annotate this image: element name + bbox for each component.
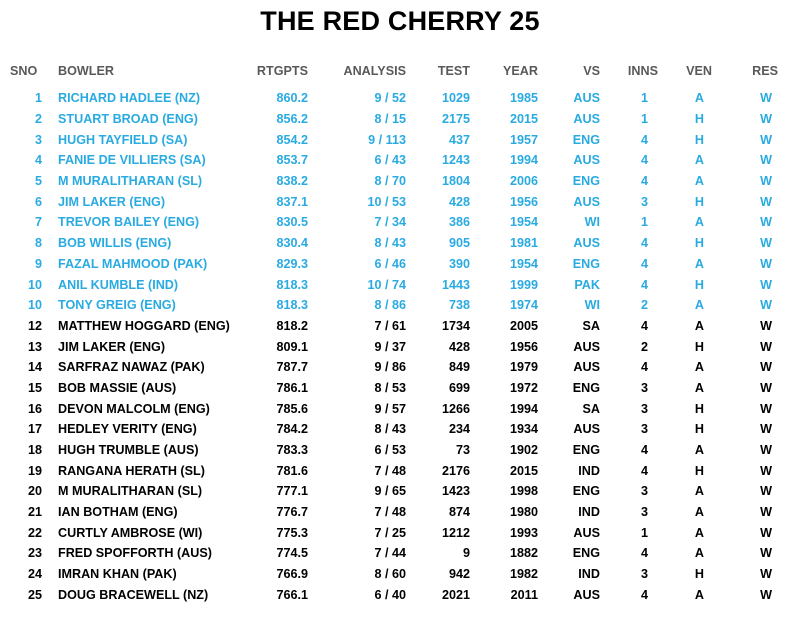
cell-inns: 4 bbox=[640, 132, 648, 147]
cell-vs: AUS bbox=[573, 587, 600, 602]
cell-year: 2015 bbox=[509, 112, 538, 127]
cell-sno: 18 bbox=[27, 443, 42, 458]
header-vs: VS bbox=[583, 64, 600, 78]
cell-ven: A bbox=[694, 443, 704, 458]
cell-inns: 4 bbox=[640, 587, 648, 602]
table-row bbox=[4, 274, 778, 295]
cell-ven: A bbox=[694, 546, 704, 561]
cell-rtgpts: 783.3 bbox=[276, 443, 308, 458]
cell-sno: 20 bbox=[27, 484, 42, 499]
cell-sno: 12 bbox=[27, 318, 42, 333]
cell-year: 1993 bbox=[509, 525, 538, 540]
cell-test: 1029 bbox=[441, 91, 470, 106]
cell-sno: 17 bbox=[27, 422, 42, 437]
cell-sno: 10 bbox=[27, 277, 42, 292]
cell-bowler: IMRAN KHAN (PAK) bbox=[58, 567, 177, 582]
cell-year: 1957 bbox=[509, 132, 538, 147]
cell-ven: H bbox=[694, 463, 704, 478]
cell-inns: 1 bbox=[640, 112, 648, 127]
cell-test: 1443 bbox=[441, 277, 470, 292]
cell-res: W bbox=[760, 587, 772, 602]
cell-rtgpts: 774.5 bbox=[276, 546, 308, 561]
table-row bbox=[4, 233, 778, 254]
cell-analysis: 9 / 86 bbox=[374, 360, 406, 375]
table-row bbox=[4, 336, 778, 357]
cell-analysis: 6 / 43 bbox=[374, 153, 406, 168]
cell-analysis: 8 / 53 bbox=[374, 380, 406, 395]
cell-sno: 13 bbox=[27, 339, 42, 354]
cell-ven: H bbox=[694, 339, 704, 354]
cell-rtgpts: 830.4 bbox=[276, 236, 308, 251]
table-row bbox=[4, 109, 778, 130]
cell-rtgpts: 786.1 bbox=[276, 380, 308, 395]
table-row bbox=[4, 585, 778, 606]
cell-analysis: 8 / 86 bbox=[374, 298, 406, 313]
cell-rtgpts: 766.9 bbox=[276, 567, 308, 582]
cell-vs: WI bbox=[584, 298, 600, 313]
cell-vs: AUS bbox=[573, 422, 600, 437]
cell-res: W bbox=[760, 298, 772, 313]
cell-bowler: JIM LAKER (ENG) bbox=[58, 339, 166, 354]
header-sno: SNO bbox=[10, 64, 38, 78]
cell-analysis: 10 / 74 bbox=[367, 277, 406, 292]
cell-vs: ENG bbox=[572, 546, 600, 561]
cell-res: W bbox=[760, 194, 772, 209]
cell-sno: 19 bbox=[27, 463, 42, 478]
cell-ven: H bbox=[694, 194, 704, 209]
cell-rtgpts: 776.7 bbox=[276, 505, 308, 520]
cell-test: 390 bbox=[448, 256, 470, 271]
cell-res: W bbox=[760, 236, 772, 251]
cell-sno: 9 bbox=[34, 256, 42, 271]
cell-year: 1981 bbox=[509, 236, 538, 251]
cell-sno: 23 bbox=[27, 546, 42, 561]
cell-bowler: DEVON MALCOLM (ENG) bbox=[58, 401, 210, 416]
table-row bbox=[4, 254, 778, 275]
cell-rtgpts: 766.1 bbox=[276, 587, 308, 602]
cell-inns: 4 bbox=[640, 546, 648, 561]
cell-year: 1982 bbox=[509, 567, 538, 582]
table-row bbox=[4, 564, 778, 585]
cell-test: 699 bbox=[448, 380, 470, 395]
cell-bowler: ANIL KUMBLE (IND) bbox=[58, 277, 179, 292]
cell-res: W bbox=[760, 422, 772, 437]
cell-bowler: SARFRAZ NAWAZ (PAK) bbox=[58, 360, 205, 375]
cell-vs: SA bbox=[582, 318, 600, 333]
cell-test: 437 bbox=[448, 132, 470, 147]
table-row bbox=[4, 316, 778, 337]
cell-test: 905 bbox=[448, 236, 470, 251]
cell-inns: 4 bbox=[640, 256, 648, 271]
cell-sno: 7 bbox=[34, 215, 42, 230]
table-row bbox=[4, 129, 778, 150]
cell-test: 428 bbox=[448, 194, 470, 209]
cell-vs: AUS bbox=[573, 525, 600, 540]
cell-res: W bbox=[760, 91, 772, 106]
header-test: TEST bbox=[437, 64, 470, 78]
cell-vs: PAK bbox=[574, 277, 600, 292]
cell-inns: 4 bbox=[640, 318, 648, 333]
cell-res: W bbox=[760, 132, 772, 147]
cell-year: 1934 bbox=[509, 422, 538, 437]
cell-rtgpts: 818.2 bbox=[276, 318, 308, 333]
cell-rtgpts: 785.6 bbox=[276, 401, 308, 416]
cell-year: 1954 bbox=[509, 256, 538, 271]
cell-rtgpts: 830.5 bbox=[276, 215, 308, 230]
cell-year: 2015 bbox=[509, 463, 538, 478]
cell-ven: A bbox=[694, 174, 704, 189]
cell-test: 2021 bbox=[441, 587, 470, 602]
table-row bbox=[4, 191, 778, 212]
table-header-row bbox=[4, 60, 778, 88]
cell-year: 1902 bbox=[509, 443, 538, 458]
cell-res: W bbox=[760, 443, 772, 458]
cell-res: W bbox=[760, 174, 772, 189]
cell-res: W bbox=[760, 505, 772, 520]
cell-res: W bbox=[760, 463, 772, 478]
cell-rtgpts: 781.6 bbox=[276, 463, 308, 478]
cell-vs: ENG bbox=[572, 132, 600, 147]
table-row bbox=[4, 357, 778, 378]
cell-ven: H bbox=[694, 132, 704, 147]
cell-vs: IND bbox=[578, 463, 600, 478]
cell-analysis: 7 / 48 bbox=[374, 505, 406, 520]
cell-analysis: 9 / 52 bbox=[374, 91, 406, 106]
cell-bowler: CURTLY AMBROSE (WI) bbox=[58, 525, 203, 540]
cell-res: W bbox=[760, 401, 772, 416]
cell-sno: 16 bbox=[27, 401, 42, 416]
cell-rtgpts: 854.2 bbox=[276, 132, 308, 147]
cell-ven: H bbox=[694, 236, 704, 251]
cell-year: 1972 bbox=[509, 380, 538, 395]
cell-ven: H bbox=[694, 422, 704, 437]
cell-vs: AUS bbox=[573, 236, 600, 251]
cell-res: W bbox=[760, 339, 772, 354]
cell-rtgpts: 837.1 bbox=[276, 194, 308, 209]
cell-analysis: 8 / 43 bbox=[374, 422, 406, 437]
cell-res: W bbox=[760, 380, 772, 395]
cell-sno: 8 bbox=[34, 236, 42, 251]
cell-analysis: 9 / 113 bbox=[368, 132, 406, 147]
cell-test: 73 bbox=[455, 443, 470, 458]
cell-year: 1998 bbox=[509, 484, 538, 499]
table-row bbox=[4, 440, 778, 461]
cell-ven: A bbox=[694, 256, 704, 271]
cell-res: W bbox=[760, 277, 772, 292]
cell-ven: H bbox=[694, 112, 704, 127]
cell-sno: 3 bbox=[34, 132, 42, 147]
cell-inns: 3 bbox=[640, 422, 648, 437]
cell-vs: AUS bbox=[573, 360, 600, 375]
cell-analysis: 9 / 57 bbox=[374, 401, 406, 416]
cell-sno: 15 bbox=[27, 380, 42, 395]
header-ven: VEN bbox=[686, 64, 712, 78]
cell-inns: 1 bbox=[640, 525, 648, 540]
cell-vs: AUS bbox=[573, 194, 600, 209]
cell-sno: 10 bbox=[27, 298, 42, 313]
cell-inns: 3 bbox=[640, 380, 648, 395]
cell-ven: A bbox=[694, 484, 704, 499]
cell-rtgpts: 860.2 bbox=[276, 91, 308, 106]
cell-bowler: TONY GREIG (ENG) bbox=[58, 298, 176, 313]
cell-sno: 2 bbox=[34, 112, 42, 127]
cell-inns: 4 bbox=[640, 277, 648, 292]
cell-test: 2176 bbox=[441, 463, 470, 478]
cell-rtgpts: 838.2 bbox=[276, 174, 308, 189]
cell-res: W bbox=[760, 318, 772, 333]
cell-rtgpts: 775.3 bbox=[276, 525, 308, 540]
cell-bowler: STUART BROAD (ENG) bbox=[58, 112, 198, 127]
cell-res: W bbox=[760, 567, 772, 582]
cell-inns: 3 bbox=[640, 567, 648, 582]
cell-inns: 4 bbox=[640, 360, 648, 375]
header-analysis: ANALYSIS bbox=[343, 64, 406, 78]
cell-analysis: 6 / 53 bbox=[374, 443, 406, 458]
cell-inns: 3 bbox=[640, 484, 648, 499]
cell-inns: 4 bbox=[640, 443, 648, 458]
cell-inns: 1 bbox=[640, 215, 648, 230]
cell-vs: IND bbox=[578, 505, 600, 520]
cell-test: 1243 bbox=[441, 153, 470, 168]
cell-year: 1994 bbox=[509, 153, 538, 168]
cell-analysis: 8 / 43 bbox=[374, 236, 406, 251]
cell-rtgpts: 818.3 bbox=[276, 298, 308, 313]
cell-test: 9 bbox=[462, 546, 470, 561]
cell-test: 428 bbox=[448, 339, 470, 354]
header-inns: INNS bbox=[627, 64, 658, 78]
cell-ven: A bbox=[694, 505, 704, 520]
cell-year: 2006 bbox=[509, 174, 538, 189]
cell-vs: AUS bbox=[573, 339, 600, 354]
table-row bbox=[4, 171, 778, 192]
cell-year: 1979 bbox=[509, 360, 538, 375]
cell-res: W bbox=[760, 546, 772, 561]
cell-test: 874 bbox=[448, 505, 470, 520]
cell-year: 2005 bbox=[509, 318, 538, 333]
cell-year: 2011 bbox=[510, 587, 538, 602]
cell-analysis: 9 / 65 bbox=[374, 484, 406, 499]
cell-bowler: BOB MASSIE (AUS) bbox=[58, 380, 177, 395]
cell-bowler: HEDLEY VERITY (ENG) bbox=[58, 422, 197, 437]
cell-res: W bbox=[760, 484, 772, 499]
cell-bowler: RANGANA HERATH (SL) bbox=[58, 463, 205, 478]
cell-res: W bbox=[760, 360, 772, 375]
cell-sno: 14 bbox=[27, 360, 42, 375]
cell-inns: 2 bbox=[640, 339, 648, 354]
cell-rtgpts: 784.2 bbox=[276, 422, 308, 437]
table-row bbox=[4, 522, 778, 543]
table-row bbox=[4, 481, 778, 502]
cell-vs: AUS bbox=[573, 153, 600, 168]
cell-res: W bbox=[760, 256, 772, 271]
cell-vs: SA bbox=[582, 401, 600, 416]
table-row bbox=[4, 378, 778, 399]
cell-vs: IND bbox=[578, 567, 600, 582]
cell-test: 1804 bbox=[441, 174, 470, 189]
cell-ven: A bbox=[694, 380, 704, 395]
cell-sno: 5 bbox=[34, 174, 42, 189]
cell-vs: AUS bbox=[573, 112, 600, 127]
cell-bowler: HUGH TAYFIELD (SA) bbox=[58, 132, 188, 147]
cell-test: 849 bbox=[448, 360, 470, 375]
cell-res: W bbox=[760, 112, 772, 127]
cell-year: 1994 bbox=[509, 401, 538, 416]
cell-analysis: 8 / 70 bbox=[374, 174, 406, 189]
cell-vs: WI bbox=[584, 215, 600, 230]
cell-sno: 6 bbox=[34, 194, 42, 209]
table-row bbox=[4, 398, 778, 419]
cell-year: 1999 bbox=[509, 277, 538, 292]
header-bowler: BOWLER bbox=[58, 64, 114, 78]
cell-ven: A bbox=[694, 91, 704, 106]
cell-analysis: 8 / 60 bbox=[374, 567, 406, 582]
cell-year: 1985 bbox=[509, 91, 538, 106]
cell-bowler: M MURALITHARAN (SL) bbox=[58, 484, 203, 499]
table-row bbox=[4, 543, 778, 564]
cell-inns: 1 bbox=[640, 91, 648, 106]
table-row bbox=[4, 295, 778, 316]
cell-bowler: JIM LAKER (ENG) bbox=[58, 194, 166, 209]
cell-vs: ENG bbox=[572, 256, 600, 271]
cell-bowler: TREVOR BAILEY (ENG) bbox=[58, 215, 200, 230]
cell-ven: A bbox=[694, 298, 704, 313]
cell-year: 1956 bbox=[509, 339, 538, 354]
cell-rtgpts: 809.1 bbox=[276, 339, 308, 354]
cell-bowler: MATTHEW HOGGARD (ENG) bbox=[58, 318, 230, 333]
cell-analysis: 9 / 37 bbox=[374, 339, 406, 354]
cell-sno: 24 bbox=[27, 567, 42, 582]
cell-inns: 4 bbox=[640, 174, 648, 189]
bowler-ranking-table bbox=[4, 60, 778, 605]
cell-bowler: RICHARD HADLEE (NZ) bbox=[58, 91, 201, 106]
table-row bbox=[4, 212, 778, 233]
cell-bowler: IAN BOTHAM (ENG) bbox=[58, 505, 178, 520]
header-res: RES bbox=[752, 64, 778, 78]
cell-year: 1882 bbox=[509, 546, 538, 561]
cell-ven: H bbox=[694, 567, 704, 582]
header-rtgpts: RTGPTS bbox=[256, 64, 308, 78]
cell-ven: H bbox=[694, 401, 704, 416]
header-year: YEAR bbox=[503, 64, 538, 78]
cell-test: 386 bbox=[448, 215, 470, 230]
cell-ven: H bbox=[694, 277, 704, 292]
cell-test: 2175 bbox=[441, 112, 470, 127]
cell-year: 1980 bbox=[509, 505, 538, 520]
cell-inns: 3 bbox=[640, 401, 648, 416]
cell-inns: 3 bbox=[640, 505, 648, 520]
table-row bbox=[4, 460, 778, 481]
cell-sno: 1 bbox=[34, 91, 42, 106]
cell-analysis: 7 / 34 bbox=[374, 215, 406, 230]
table-row bbox=[4, 502, 778, 523]
cell-analysis: 7 / 25 bbox=[374, 525, 406, 540]
cell-year: 1974 bbox=[509, 298, 538, 313]
cell-bowler: HUGH TRUMBLE (AUS) bbox=[58, 443, 199, 458]
cell-vs: AUS bbox=[573, 91, 600, 106]
cell-analysis: 7 / 48 bbox=[374, 463, 406, 478]
cell-year: 1956 bbox=[509, 194, 538, 209]
cell-analysis: 6 / 46 bbox=[374, 256, 406, 271]
cell-rtgpts: 787.7 bbox=[276, 360, 308, 375]
cell-analysis: 10 / 53 bbox=[367, 194, 406, 209]
cell-ven: A bbox=[694, 215, 704, 230]
cell-ven: A bbox=[694, 360, 704, 375]
cell-inns: 4 bbox=[640, 463, 648, 478]
cell-inns: 3 bbox=[640, 194, 648, 209]
cell-ven: A bbox=[694, 587, 704, 602]
cell-test: 738 bbox=[448, 298, 470, 313]
cell-analysis: 7 / 61 bbox=[374, 318, 406, 333]
cell-test: 1423 bbox=[441, 484, 470, 499]
cell-bowler: BOB WILLIS (ENG) bbox=[58, 236, 172, 251]
page-title: THE RED CHERRY 25 bbox=[260, 6, 540, 36]
cell-bowler: FAZAL MAHMOOD (PAK) bbox=[58, 256, 208, 271]
cell-sno: 21 bbox=[27, 505, 42, 520]
cell-test: 234 bbox=[448, 422, 470, 437]
table-body bbox=[4, 88, 778, 605]
cell-sno: 4 bbox=[34, 153, 42, 168]
cell-res: W bbox=[760, 153, 772, 168]
cell-vs: ENG bbox=[572, 484, 600, 499]
cell-vs: ENG bbox=[572, 174, 600, 189]
cell-vs: ENG bbox=[572, 380, 600, 395]
cell-sno: 22 bbox=[27, 525, 42, 540]
cell-test: 942 bbox=[448, 567, 470, 582]
table-row bbox=[4, 150, 778, 171]
cell-year: 1954 bbox=[509, 215, 538, 230]
cell-test: 1266 bbox=[441, 401, 470, 416]
cell-inns: 4 bbox=[640, 153, 648, 168]
cell-inns: 4 bbox=[640, 236, 648, 251]
cell-rtgpts: 856.2 bbox=[276, 112, 308, 127]
cell-ven: A bbox=[694, 318, 704, 333]
cell-inns: 2 bbox=[640, 298, 648, 313]
cell-vs: ENG bbox=[572, 443, 600, 458]
cell-res: W bbox=[760, 215, 772, 230]
cell-rtgpts: 829.3 bbox=[276, 256, 308, 271]
cell-rtgpts: 853.7 bbox=[276, 153, 308, 168]
table-row bbox=[4, 419, 778, 440]
table-row bbox=[4, 88, 778, 109]
cell-ven: A bbox=[694, 153, 704, 168]
cell-rtgpts: 818.3 bbox=[276, 277, 308, 292]
cell-sno: 25 bbox=[27, 587, 42, 602]
cell-test: 1734 bbox=[441, 318, 470, 333]
cell-analysis: 8 / 15 bbox=[374, 112, 406, 127]
cell-bowler: M MURALITHARAN (SL) bbox=[58, 174, 203, 189]
cell-rtgpts: 777.1 bbox=[276, 484, 308, 499]
cell-analysis: 6 / 40 bbox=[374, 587, 406, 602]
cell-ven: A bbox=[694, 525, 704, 540]
cell-bowler: DOUG BRACEWELL (NZ) bbox=[58, 587, 209, 602]
cell-test: 1212 bbox=[441, 525, 470, 540]
cell-bowler: FANIE DE VILLIERS (SA) bbox=[58, 153, 206, 168]
cell-res: W bbox=[760, 525, 772, 540]
cell-analysis: 7 / 44 bbox=[374, 546, 406, 561]
cell-bowler: FRED SPOFFORTH (AUS) bbox=[58, 546, 212, 561]
